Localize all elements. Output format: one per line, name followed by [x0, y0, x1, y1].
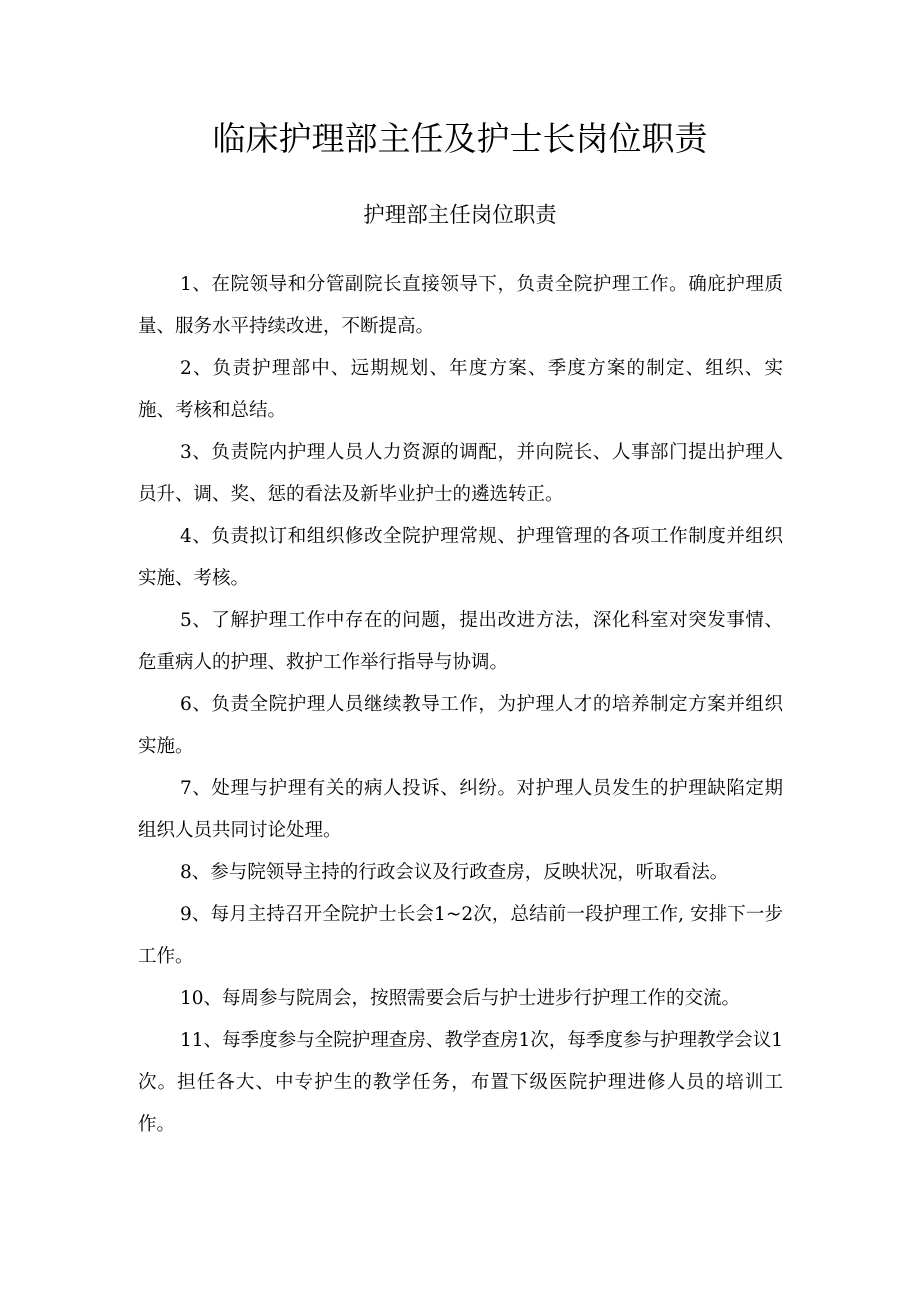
duty-paragraph-2: 2、负责护理部中、远期规划、年度方案、季度方案的制定、组织、实施、考核和总结。 — [138, 358, 783, 421]
document-title: 临床护理部主任及护士长岗位职责 — [212, 119, 708, 158]
duty-paragraph-6: 6、负责全院护理人员继续教导工作，为护理人才的培养制定方案并组织实施。 — [138, 694, 783, 757]
duty-paragraph-4: 4、负责拟订和组织修改全院护理常规、护理管理的各项工作制度并组织实施、考核。 — [138, 526, 783, 589]
section-title: 护理部主任岗位职责 — [363, 203, 557, 228]
duty-paragraph-10: 10、每周参与院周会，按照需要会后与护士进步行护理工作的交流。 — [180, 988, 741, 1009]
duty-paragraph-1: 1、在院领导和分管副院长直接领导下，负责全院护理工作。确庇护理质量、服务水平持续改进，不断提高。 — [138, 274, 783, 337]
duty-paragraph-11: 11、每季度参与全院护理查房、教学查房1次，每季度参与护理教学会议1次。担任各大、中专护生的教学任务，布置下级医院护理进修人员的培训工作。 — [138, 1030, 783, 1135]
duty-paragraph-5: 5、了解护理工作中存在的问题，提出改进方法，深化科室对突发事情、危重病人的护理、救护工作举行指导与协调。 — [138, 610, 783, 673]
duty-paragraph-7: 7、处理与护理有关的病人投诉、纠纷。对护理人员发生的护理缺陷定期组织人员共同讨论处理。 — [138, 778, 783, 841]
document-body — [138, 264, 783, 1146]
duty-paragraph-9: 9、每月主持召开全院护士长会1~2次，总结前一段护理工作, 安排下一步工作。 — [138, 904, 783, 967]
duty-paragraph-8: 8、参与院领导主持的行政会议及行政查房，反映状况，听取看法。 — [180, 862, 729, 883]
duty-paragraph-3: 3、负责院内护理人员人力资源的调配，并向院长、人事部门提出护理人员升、调、奖、惩的看法及新毕业护士的遴选转正。 — [138, 442, 783, 505]
